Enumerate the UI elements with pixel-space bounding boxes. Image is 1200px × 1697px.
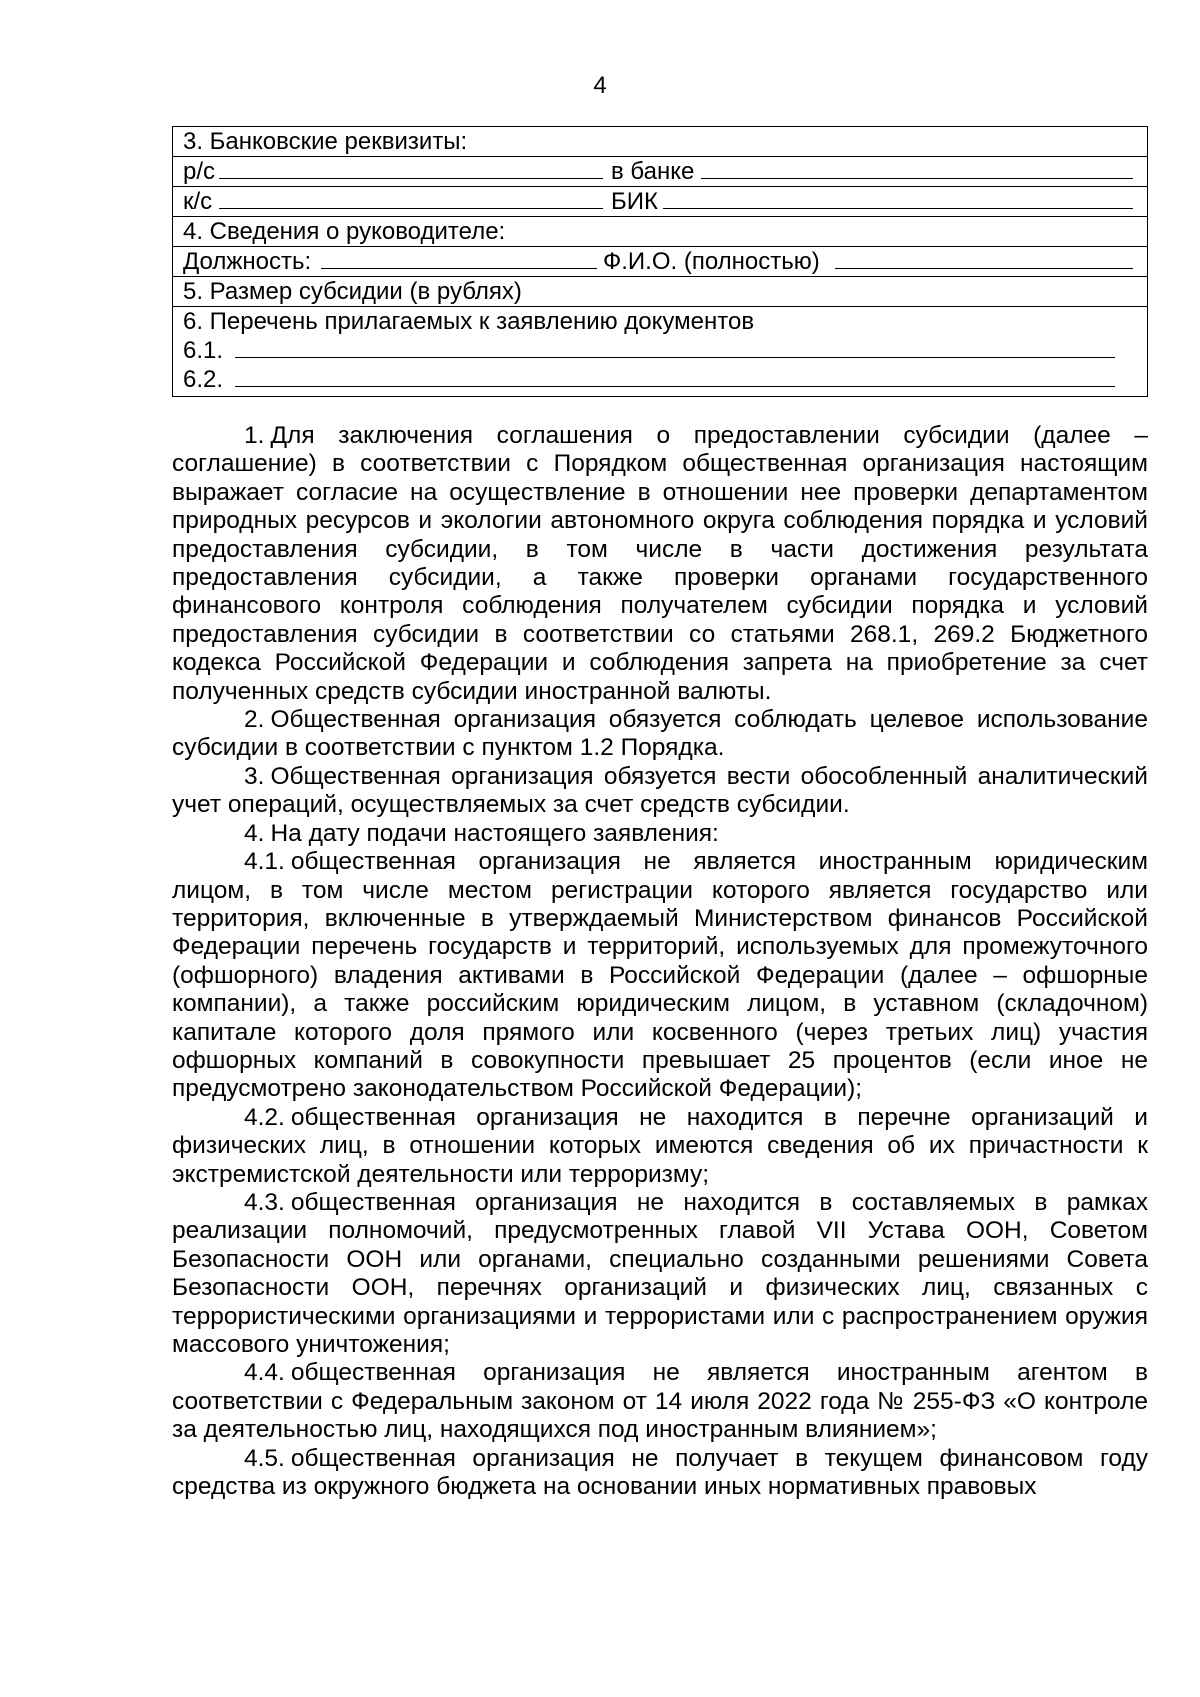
rs-blank-field[interactable]: [219, 178, 603, 179]
paragraph-text: общественная организация не является иностранным юридическим лицом, в том числе местом регистрации которого является государство или территория, включенные в утверждаемый Министерством финансов Российской Федерации перечень государств и территорий, используемых для промежуточного (офшорного) владения активами в Российской Федерации (далее – офшорные компании), а также российским юридическим лицом, в уставном (складочном) капитале которого доля прямого или косвенного (через третьих лиц) участия офшорных компаний в совокупности превышает 25 процентов (если иное не предусмотрено законодательством Российской Федерации);: [172, 848, 1148, 1103]
bank-blank-field[interactable]: [701, 178, 1133, 179]
item62-label: 6.2.: [183, 366, 224, 393]
paragraph-text: На дату подачи настоящего заявления:: [270, 819, 719, 847]
ks-blank-field[interactable]: [219, 208, 603, 209]
paragraph-number: 4.5.: [244, 1444, 285, 1472]
paragraph-4-1: [172, 848, 1148, 1104]
form-row-account: [173, 157, 1147, 187]
documents-title-line: [183, 307, 1147, 336]
paragraph-text: Общественная организация обязуется соблюдать целевое использование субсидии в соответствии с пунктом 1.2 Порядка.: [172, 706, 1148, 762]
paragraph-number: 3.: [244, 762, 265, 790]
paragraph-4-4: [172, 1359, 1148, 1444]
item62-blank-field[interactable]: [235, 386, 1115, 387]
paragraph-4-3: [172, 1189, 1148, 1359]
page-number: 4: [593, 72, 607, 99]
paragraph-number: 1.: [244, 422, 265, 449]
form-row-head-info-title: [173, 217, 1147, 247]
fio-label: Ф.И.О. (полностью): [603, 248, 820, 275]
paragraph-2: [172, 706, 1148, 763]
document-item-6-2: [183, 365, 1147, 394]
ks-label: к/с: [183, 188, 213, 215]
rs-label: р/с: [183, 158, 216, 185]
paragraph-number: 4.4.: [244, 1359, 285, 1387]
paragraph-text: Общественная организация обязуется вести обособленный аналитический учет операций, осуществляемых за счет средств субсидии.: [172, 762, 1148, 819]
position-label: Должность:: [183, 248, 312, 275]
paragraph-number: 4.1.: [244, 848, 285, 876]
bik-blank-field[interactable]: [663, 208, 1133, 209]
paragraph-text: общественная организация не находится в составляемых в рамках реализации полномочий, предусмотренных главой VII Устава ООН, Советом Безопасности ООН или органами, специально созданными решениями Совета Безопасности ООН, перечнях организаций и физических лиц, связанных с террористическими организациями и террористами или с распространением оружия массового уничтожения;: [172, 1188, 1148, 1358]
form-row-documents: [173, 307, 1147, 396]
paragraph-text: общественная организация не является иностранным агентом в соответствии с Федеральным законом от 14 июля 2022 года № 255-ФЗ «О контроле за деятельностью лиц, находящихся под иностранным влиянием»;: [172, 1359, 1148, 1444]
item61-blank-field[interactable]: [235, 357, 1115, 358]
form-row-bank-details-title: [173, 127, 1147, 157]
position-blank-field[interactable]: [321, 268, 597, 269]
form-row-subsidy-amount: [173, 277, 1147, 307]
document-item-6-1: [183, 336, 1147, 365]
fio-blank-field[interactable]: [835, 268, 1133, 269]
paragraph-number: 4.: [244, 819, 265, 847]
paragraph-number: 4.2.: [244, 1103, 285, 1131]
application-body-text: [172, 422, 1148, 1501]
item61-label: 6.1.: [183, 337, 224, 364]
application-form-table: [172, 126, 1148, 397]
paragraph-1: [172, 422, 1148, 706]
form-row-position-fio: [173, 247, 1147, 277]
paragraph-3: [172, 763, 1148, 820]
paragraph-text: общественная организация не получает в текущем финансовом году средства из окружного бюджета на основании иных нормативных правовых: [172, 1444, 1148, 1501]
paragraph-number: 4.3.: [244, 1188, 285, 1216]
paragraph-4: [172, 820, 1148, 848]
section5-title: 5. Размер субсидии (в рублях): [183, 278, 522, 305]
section4-title: 4. Сведения о руководителе:: [183, 218, 506, 245]
paragraph-number: 2.: [244, 706, 265, 734]
form-row-corr-account: [173, 187, 1147, 217]
bik-label: БИК: [611, 188, 658, 215]
paragraph-text: общественная организация не находится в перечне организаций и физических лиц, в отношении которых имеются сведения об их причастности к экстремистской деятельности или терроризму;: [172, 1103, 1148, 1188]
paragraph-4-2: [172, 1104, 1148, 1189]
paragraph-4-5: [172, 1445, 1148, 1502]
paragraph-text: Для заключения соглашения о предоставлении субсидии (далее – соглашение) в соответствии с Порядком общественная организация настоящим выражает согласие на осуществление в отношении нее проверки департаментом природных ресурсов и экологии автономного округа соблюдения порядка и условий предоставления субсидии, в том числе в части достижения результата предоставления субсидии, а также проверки органами государственного финансового контроля соблюдения получателем субсидии порядка и условий предоставления субсидии в соответствии со статьями 268.1, 269.2 Бюджетного кодекса Российской Федерации и соблюдения запрета на приобретение за счет полученных средств субсидии иностранной валюты.: [172, 422, 1148, 705]
section6-title: 6. Перечень прилагаемых к заявлению документов: [183, 308, 755, 335]
section3-title: 3. Банковские реквизиты:: [183, 128, 468, 155]
bank-label: в банке: [611, 158, 695, 185]
